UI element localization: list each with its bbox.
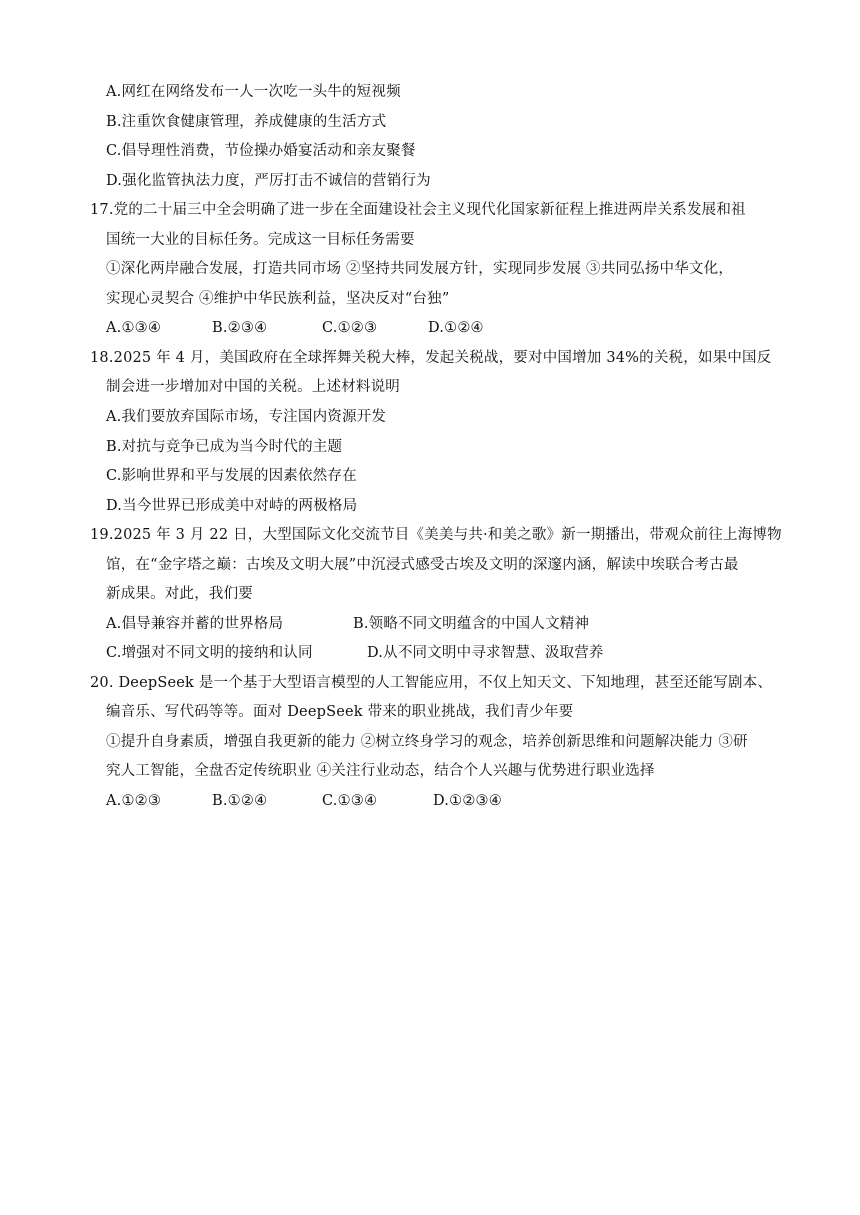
q20-stem-line2: 编音乐、写代码等等。面对 DeepSeek 带来的职业挑战，我们青少年要 xyxy=(106,704,574,720)
q19-stem-line2: 馆，在“金字塔之巅：古埃及文明大展”中沉浸式感受古埃及文明的深邃内涵，解读中埃联合考古最 xyxy=(106,557,739,573)
q19-option-a: A.倡导兼容并蓄的世界格局 xyxy=(106,616,284,632)
q18-option-d: D.当今世界已形成美中对峙的两极格局 xyxy=(106,498,358,514)
q18-option-a: A.我们要放弃国际市场，专注国内资源开发 xyxy=(106,409,387,425)
q20-option-a: A.①②③ xyxy=(106,793,162,809)
q20-option-d: D.①②③④ xyxy=(433,793,502,809)
q19-option-d: D.从不同文明中寻求智慧、汲取营养 xyxy=(367,645,604,661)
q17-option-c: C.①②③ xyxy=(322,320,378,336)
q17-option-d: D.①②④ xyxy=(428,320,484,336)
q16-option-a: A.网红在网络发布一人一次吃一头牛的短视频 xyxy=(106,84,401,100)
q17-option-b: B.②③④ xyxy=(212,320,268,336)
q17-stem-line2: 国统一大业的目标任务。完成这一目标任务需要 xyxy=(106,232,415,248)
q19-option-c: C.增强对不同文明的接纳和认同 xyxy=(106,645,313,661)
q18-stem-line1: 18.2025 年 4 月，美国政府在全球挥舞关税大棒，发起关税战，要对中国增加 34%的关税，如果中国反 xyxy=(90,350,772,366)
q16-option-c: C.倡导理性消费，节俭操办婚宴活动和亲友聚餐 xyxy=(106,143,416,159)
q19-stem-line3: 新成果。对此，我们要 xyxy=(106,586,253,602)
q17-option-a: A.①③④ xyxy=(106,320,162,336)
q19-option-b: B.领略不同文明蕴含的中国人文精神 xyxy=(353,616,590,632)
q20-option-c: C.①③④ xyxy=(322,793,378,809)
q18-option-c: C.影响世界和平与发展的因素依然存在 xyxy=(106,468,357,484)
q18-stem-line2: 制会进一步增加对中国的关税。上述材料说明 xyxy=(106,379,400,395)
q20-items-line2: 究人工智能，全盘否定传统职业 ④关注行业动态，结合个人兴趣与优势进行职业选择 xyxy=(106,763,655,779)
q20-items-line1: ①提升自身素质，增强自我更新的能力 ②树立终身学习的观念，培养创新思维和问题解决能力 ③研 xyxy=(106,734,748,750)
q16-option-d: D.强化监管执法力度，严厉打击不诚信的营销行为 xyxy=(106,173,431,189)
q16-option-b: B.注重饮食健康管理，养成健康的生活方式 xyxy=(106,114,387,130)
q19-stem-line1: 19.2025 年 3 月 22 日，大型国际文化交流节目《美美与共·和美之歌》新一期播出，带观众前往上海博物 xyxy=(90,527,782,543)
q18-option-b: B.对抗与竞争已成为当今时代的主题 xyxy=(106,439,343,455)
q20-stem-line1: 20. DeepSeek 是一个基于大型语言模型的人工智能应用，不仅上知天文、下知地理，甚至还能写剧本、 xyxy=(90,675,773,691)
q17-items-line1: ①深化两岸融合发展，打造共同市场 ②坚持共同发展方针，实现同步发展 ③共同弘扬中华文化， xyxy=(106,261,734,277)
q20-option-b: B.①②④ xyxy=(212,793,268,809)
q17-items-line2: 实现心灵契合 ④维护中华民族利益，坚决反对“台独” xyxy=(106,291,450,307)
q17-stem-line1: 17.党的二十届三中全会明确了进一步在全面建设社会主义现代化国家新征程上推进两岸关系发展和祖 xyxy=(90,202,746,218)
